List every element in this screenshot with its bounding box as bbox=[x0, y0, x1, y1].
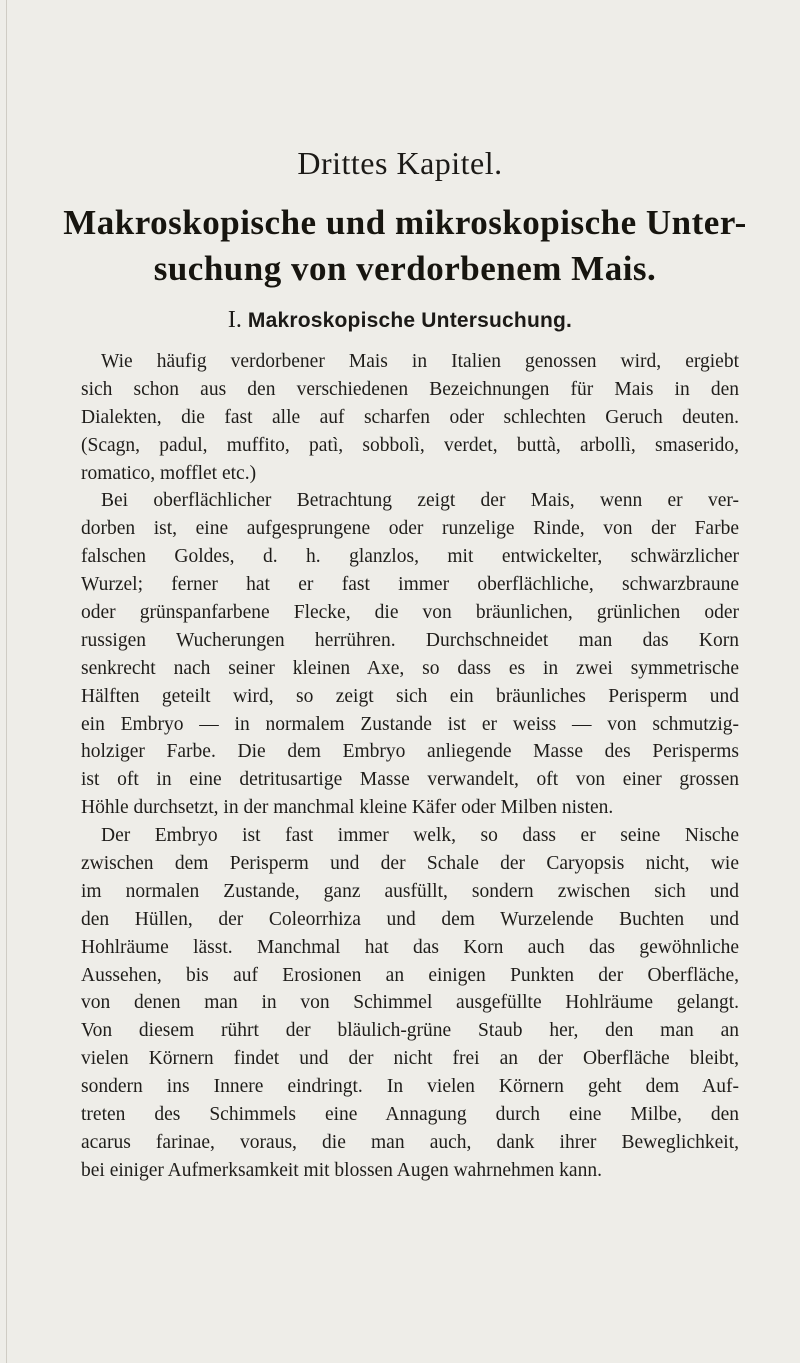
text-line: bei einiger Aufmerksamkeit mit blossen Augen wahrnehmen kann. bbox=[81, 1159, 602, 1181]
text-line: falschen Goldes, d. h. glanzlos, mit entwickelter, schwärzlicher bbox=[81, 546, 739, 568]
text-line: senkrecht nach seiner kleinen Axe, so dass es in zwei symmetrische bbox=[81, 657, 739, 679]
text-line: russigen Wucherungen herrühren. Durchschneidet man das Korn bbox=[81, 629, 739, 651]
page-edge-line bbox=[6, 0, 7, 1363]
text-line: den Hüllen, der Coleorrhiza und dem Wurzelende Buchten und bbox=[81, 908, 739, 930]
text-line: (Scagn, padul, muffito, patì, sobbolì, verdet, buttà, arbollì, smaserido, bbox=[81, 434, 739, 456]
text-line: holziger Farbe. Die dem Embryo anliegende Masse des Perisperms bbox=[81, 741, 739, 763]
text-line: Von diesem rührt der bläulich-grüne Staub her, den man an bbox=[81, 1020, 739, 1042]
text-line: Hälften geteilt wird, so zeigt sich ein bräunliches Perisperm und bbox=[81, 685, 739, 707]
paragraph bbox=[81, 348, 739, 487]
chapter-title bbox=[60, 200, 750, 292]
text-line: ist oft in eine detritusartige Masse verwandelt, oft von einer grossen bbox=[81, 769, 739, 791]
text-line: acarus farinae, voraus, die man auch, dank ihrer Beweglichkeit, bbox=[81, 1131, 739, 1153]
text-line: Höhle durchsetzt, in der manchmal kleine Käfer oder Milben nisten. bbox=[81, 797, 614, 819]
text-line: im normalen Zustande, ganz ausfüllt, sondern zwischen sich und bbox=[81, 880, 739, 902]
text-line: oder grünspanfarbene Flecke, die von bräunlichen, grünlichen oder bbox=[81, 602, 739, 624]
text-line: romatico, mofflet etc.) bbox=[81, 462, 257, 484]
text-line: Der Embryo ist fast immer welk, so dass er seine Nische bbox=[101, 825, 739, 847]
section-number: I. bbox=[227, 307, 242, 333]
text-line: sich schon aus den verschiedenen Bezeichnungen für Mais in den bbox=[81, 378, 739, 400]
text-line: Wurzel; ferner hat er fast immer oberflächliche, schwarzbraune bbox=[81, 574, 739, 596]
paragraph bbox=[81, 822, 739, 1185]
text-line: ein Embryo — in normalem Zustande ist er weiss — von schmutzig- bbox=[81, 713, 739, 735]
chapter-heading: Drittes Kapitel. bbox=[297, 145, 503, 181]
section-heading bbox=[0, 307, 800, 334]
text-line: Bei oberflächlicher Betrachtung zeigt der Mais, wenn er ver- bbox=[101, 490, 739, 512]
text-line: Hohlräume lässt. Manchmal hat das Korn auch das gewöhnliche bbox=[81, 936, 739, 958]
section-title: Makroskopische Untersuchung. bbox=[247, 309, 573, 332]
body-text bbox=[81, 348, 739, 1185]
text-line: sondern ins Innere eindringt. In vielen Körnern geht dem Auf- bbox=[81, 1076, 739, 1098]
paragraph bbox=[81, 487, 739, 822]
text-line: treten des Schimmels eine Annagung durch eine Milbe, den bbox=[81, 1104, 739, 1126]
text-line: dorben ist, eine aufgesprungene oder runzelige Rinde, von der Farbe bbox=[81, 518, 739, 540]
text-line: Aussehen, bis auf Erosionen an einigen Punkten der Oberfläche, bbox=[81, 964, 739, 986]
text-line: Dialekten, die fast alle auf scharfen oder schlechten Geruch deuten. bbox=[81, 406, 739, 428]
chapter-title-line: suchung von verdorbenem Mais. bbox=[153, 249, 657, 288]
text-line: vielen Körnern findet und der nicht frei an der Oberfläche bleibt, bbox=[81, 1048, 739, 1070]
chapter-title-line: Makroskopische und mikroskopische Unter- bbox=[63, 203, 747, 242]
text-line: zwischen dem Perisperm und der Schale der Caryopsis nicht, wie bbox=[81, 853, 739, 875]
text-line: Wie häufig verdorbener Mais in Italien genossen wird, ergiebt bbox=[101, 351, 739, 372]
text-line: von denen man in von Schimmel ausgefüllte Hohlräume gelangt. bbox=[81, 992, 739, 1014]
